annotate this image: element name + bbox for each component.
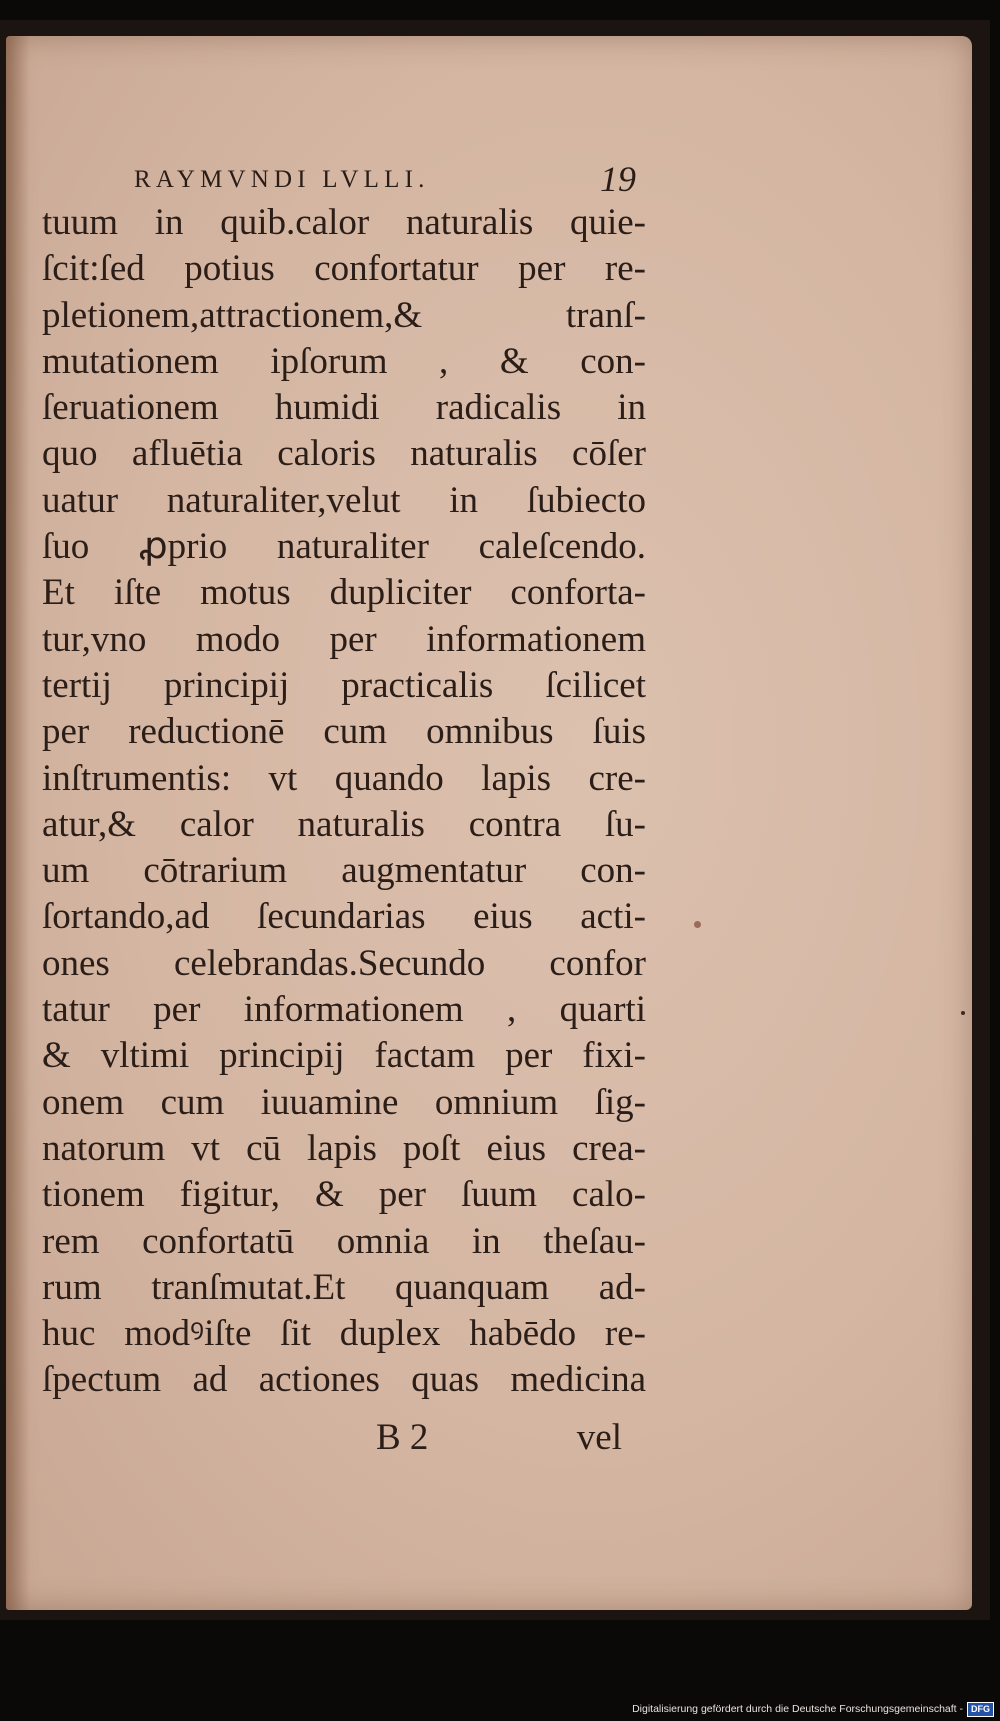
- text-line: natorum vt cū lapis poſt eius crea-: [42, 1127, 646, 1169]
- text-line: per reductionē cum omnibus ſuis: [42, 711, 646, 753]
- text-line: pletionem,attractionem,& tranſ-: [42, 294, 646, 336]
- text-line: tatur per informationem , quarti: [42, 989, 646, 1031]
- dfg-logo: DFG: [967, 1702, 994, 1717]
- ink-speck: [961, 1011, 965, 1015]
- text-line: um cōtrarium augmentatur con-: [42, 850, 646, 892]
- running-head: [134, 158, 636, 198]
- text-line: Et iſte motus dupliciter conforta-: [42, 572, 646, 614]
- text-line: onem cum iuuamine omnium ſig-: [42, 1081, 646, 1123]
- text-line: ſpectum ad actiones quas medicina: [42, 1359, 646, 1401]
- text-line: tionem figitur, & per ſuum calo-: [42, 1174, 646, 1216]
- signature-mark: B 2: [376, 1417, 429, 1458]
- credit-text: Digitalisierung gefördert durch die Deutsche Forschungsgemeinschaft -: [632, 1703, 963, 1715]
- text-line: mutationem ipſorum , & con-: [42, 340, 646, 382]
- text-line: huc modꝰiſte ſit duplex habēdo re-: [42, 1313, 646, 1355]
- text-line: rem confortatū omnia in theſau-: [42, 1220, 646, 1262]
- text-line: inſtrumentis: vt quando lapis cre-: [42, 757, 646, 799]
- page-number: 19: [600, 159, 636, 199]
- signature-line: [42, 1416, 622, 1462]
- text-line: ſeruationem humidi radicalis in: [42, 387, 646, 429]
- catchword: vel: [576, 1417, 622, 1458]
- digitization-credit: [632, 1701, 994, 1717]
- text-line: ſortando,ad ſecundarias eius acti-: [42, 896, 646, 938]
- running-head-title: RAYMVNDI LVLLI.: [134, 166, 430, 193]
- text-line: tur,vno modo per informationem: [42, 618, 646, 660]
- body-text: [42, 200, 646, 1404]
- text-line: rum tranſmutat.Et quanquam ad-: [42, 1266, 646, 1308]
- text-line: atur,& calor naturalis contra ſu-: [42, 803, 646, 845]
- paper-page: [6, 36, 972, 1610]
- text-line: ones celebrandas.Secundo confor: [42, 942, 646, 984]
- text-line: tertij principij practicalis ſcilicet: [42, 664, 646, 706]
- ink-speck: [694, 921, 701, 928]
- text-line: tuum in quib.calor naturalis quie-: [42, 202, 646, 243]
- text-line: uatur naturaliter,velut in ſubiecto: [42, 479, 646, 521]
- text-line: & vltimi principij factam per fixi-: [42, 1035, 646, 1077]
- text-line: ſuo ꝓprio naturaliter caleſcendo.: [42, 526, 646, 568]
- text-line: ſcit:ſed potius confortatur per re-: [42, 248, 646, 290]
- text-line: quo afluētia caloris naturalis cōſer: [42, 433, 646, 475]
